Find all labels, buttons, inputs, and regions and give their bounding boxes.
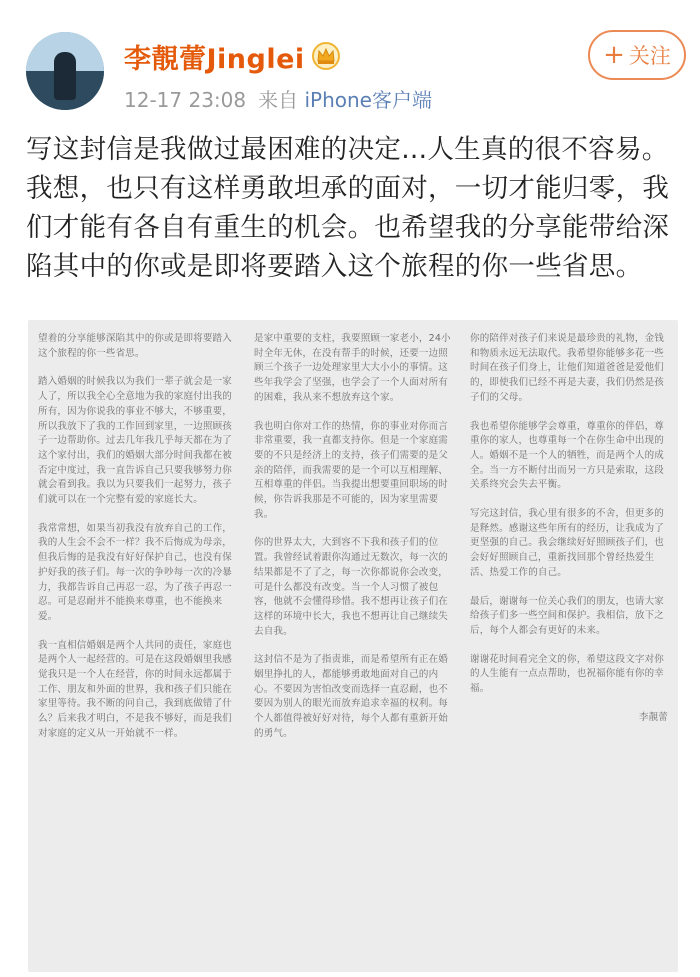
letter-image[interactable] xyxy=(28,320,678,972)
follow-button[interactable] xyxy=(588,30,686,80)
letter-column-2 xyxy=(254,332,452,964)
letter-paragraph: 我常常想，如果当初我没有放弃自己的工作，我的人生会不会不一样？我不后悔成为母亲，但我后悔的是我没有好好保护自己，也没有保护好我的孩子们。每一次的争吵每一次的冷暴力，我都告诉自己再忍一忍，为了孩子再忍一忍。可是忍耐并不能换来尊重，也不能换来爱。 xyxy=(38,522,233,622)
letter-signature: 李靚蕾 xyxy=(638,711,668,723)
letter-column-3 xyxy=(470,332,668,964)
post-header xyxy=(0,0,700,125)
letter-paragraph: 望着的分享能够深陷其中的你或是即将要踏入这个旅程的你一些省思。 xyxy=(38,333,233,359)
letter-paragraph: 最后，谢谢每一位关心我们的朋友，也请大家给孩子们多一些空间和保护。我相信，放下之后，每个人都会有更好的未来。 xyxy=(470,595,665,636)
letter-paragraph: 我也明白你对工作的热情，你的事业对你而言非常重要，我一直都支持你。但是一个家庭需要的不只是经济上的支持，孩子们需要的是父亲的陪伴，而我需要的是一个可以互相理解、互相尊重的伴侣。当我提出想要重回职场的时候，你告诉我那是不可能的，因为家里需要我。 xyxy=(254,420,449,520)
letter-paragraph: 谢谢花时间看完全文的你，希望这段文字对你的人生能有一点点帮助，也祝福你能有你的幸福。 xyxy=(470,653,665,695)
letter-paragraph: 这封信不是为了指责谁，而是希望所有正在婚姻里挣扎的人，都能够勇敢地面对自己的内心。不要因为害怕改变而选择一直忍耐，也不要因为别人的眼光而放弃追求幸福的权利。每个人都值得被好好对待，每个人都有重新开始的勇气。 xyxy=(254,654,449,739)
plus-icon: + xyxy=(603,40,625,70)
username-link[interactable]: 李靚蕾Jinglei xyxy=(124,43,305,75)
post-meta xyxy=(124,84,432,113)
letter-paragraph: 是家中重要的支柱，我要照顾一家老小，24小时全年无休，在没有帮手的时候，还要一边照顾三个孩子一边处理家里大大小小的事情。这些年我学会了坚强，也学会了一个人面对所有的困难，我从来不想放弃这个家。 xyxy=(254,333,451,403)
post-text: 写这封信是我做过最困难的决定...人生真的很不容易。我想，也只有这样勇敢坦承的面对，一切才能归零，我们才能有各自有重生的机会。也希望我的分享能带给深陷其中的你或是即将要踏入这个旅程的你一些省思。 xyxy=(26,134,670,282)
crown-badge-icon xyxy=(311,41,341,71)
timestamp: 12-17 23:08 xyxy=(124,88,247,112)
source-link[interactable]: iPhone客户端 xyxy=(304,88,432,112)
avatar-person xyxy=(54,52,76,100)
letter-paragraph: 你的陪伴对孩子们来说是最珍贵的礼物，金钱和物质永远无法取代。我希望你能够多花一些时间在孩子们身上，让他们知道爸爸是爱他们的，即使我们已经不再是夫妻，我们仍然是孩子们的父母。 xyxy=(470,333,665,403)
source-prefix: 来自 xyxy=(258,88,299,112)
letter-paragraph: 我也希望你能够学会尊重，尊重你的伴侣，尊重你的家人，也尊重每一个在你生命中出现的人。婚姻不是一个人的牺牲，而是两个人的成全。当一方不断付出而另一方只是索取，这段关系终究会失去平衡。 xyxy=(470,420,665,491)
letter-paragraph: 我一直相信婚姻是两个人共同的责任，家庭也是两个人一起经营的。可是在这段婚姻里我感觉我只是一个人在经营，你的时间永远都属于工作、朋友和外面的世界，我和孩子们只能在家里等待。我不断的问自己，我到底做错了什么？后来我才明白，不是我不够好，而是我们对家庭的定义从一开始就不一样。 xyxy=(38,639,233,739)
letter-paragraph: 写完这封信，我心里有很多的不舍，但更多的是释然。感谢这些年所有的经历，让我成为了更坚强的自己。我会继续好好照顾孩子们，也会好好照顾自己，重新找回那个曾经热爱生活、热爱工作的自己。 xyxy=(470,508,665,578)
follow-label: 关注 xyxy=(628,44,671,68)
name-row xyxy=(124,36,341,76)
letter-column-1 xyxy=(38,332,236,964)
user-avatar[interactable] xyxy=(26,32,104,110)
letter-paragraph: 你的世界太大，大到容不下我和孩子们的位置。我曾经试着跟你沟通过无数次，每一次的结果都是不了了之，每一次你都说你会改变，可是什么都没有改变。当一个人习惯了被包容，他就不会懂得珍惜。我不想再让孩子们在这样的环境中长大，我也不想再让自己继续失去自我。 xyxy=(254,537,449,637)
letter-paragraph: 踏入婚姻的时候我以为我们一辈子就会是一家人了，所以我全心全意地为我的家庭付出我的所有，因为你说我的事业不够大，不够重要，所以我放下了我的工作回到家里，一边照顾孩子一边帮助你。过去几年我几乎每天都在为了这个家付出，我们的婚姻大部分时间我都在被否定中度过，我一直告诉自己只要我够努力你就会看到我。我以为只要我们一起努力，孩子们就可以在一个完整有爱的家庭长大。 xyxy=(38,376,233,506)
